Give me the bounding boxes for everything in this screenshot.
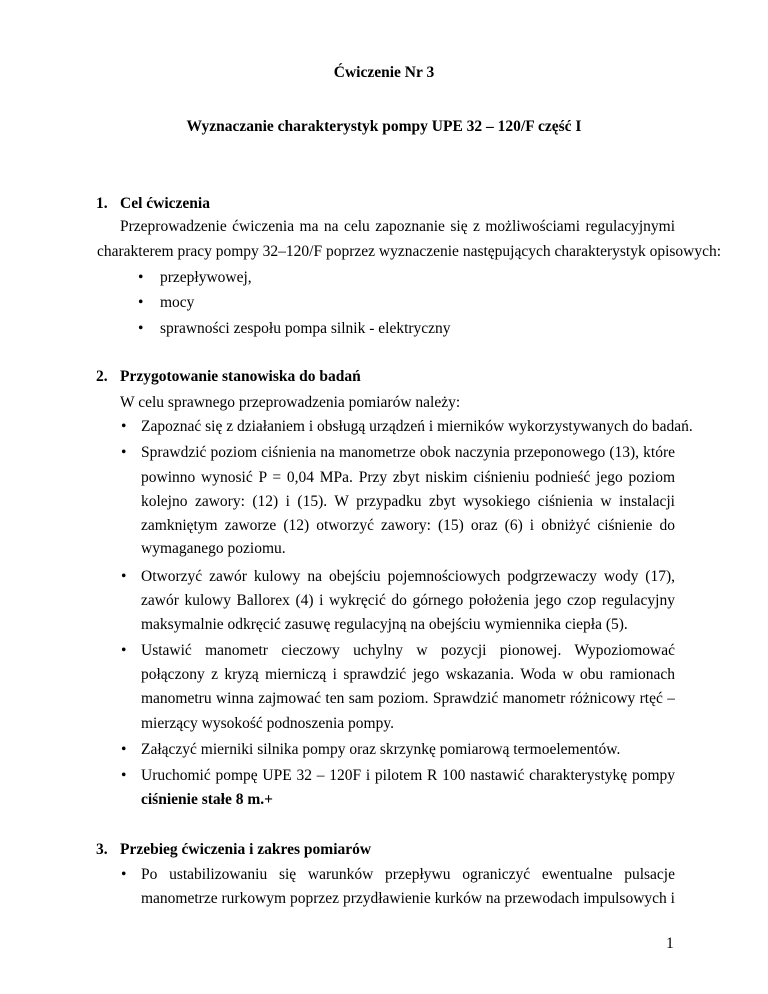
section-number: 1. — [96, 195, 108, 212]
list-item-line: sprawności zespołu pompa silnik - elektryczny — [160, 320, 451, 337]
list-item-line: Po ustabilizowaniu się warunków przepływu ograniczyć ewentualne pulsacje — [141, 866, 675, 883]
list-item-line: Sprawdzić poziom ciśnienia na manometrze obok naczynia przeponowego (13), które — [141, 444, 675, 461]
paragraph-line: W celu sprawnego przeprowadzenia pomiarów należy: — [120, 394, 461, 411]
bullet-icon: • — [121, 767, 127, 784]
list-item-line: zawór kulowy Ballorex (4) i wykręcić do górnego położenia jego czop regulacyjny — [141, 592, 675, 609]
bullet-icon: • — [121, 418, 127, 435]
bullet-icon: • — [138, 320, 144, 337]
bullet-icon: • — [121, 741, 127, 758]
section-number: 3. — [96, 841, 108, 858]
section-heading: Przygotowanie stanowiska do badań — [120, 368, 361, 385]
list-item-line: powinno wynosić P = 0,04 MPa. Przy zbyt niskim ciśnieniu podnieść jego poziom — [141, 469, 675, 486]
document-title: Ćwiczenie Nr 3 — [333, 64, 435, 81]
list-item-line: manometrze rurkowym poprzez przydławienie kurków na przewodach impulsowych i — [141, 890, 675, 907]
bullet-icon: • — [138, 294, 144, 311]
list-item-line: wymaganego poziomu. — [141, 540, 286, 557]
list-item-line: mocy — [160, 294, 195, 311]
document-subtitle: Wyznaczanie charakterystyk pompy UPE 32 – 120/F część I — [186, 118, 582, 135]
section-heading: Przebieg ćwiczenia i zakres pomiarów — [120, 841, 372, 858]
bullet-icon: • — [138, 269, 144, 286]
list-item-line: mierzący wysokość podnoszenia pompy. — [141, 715, 394, 732]
list-item-line: ciśnienie stałe 8 m.+ — [141, 791, 273, 808]
list-item-line: manometru winna zajmować ten sam poziom. Sprawdzić manometr różnicowy rtęć – — [141, 690, 675, 707]
bullet-icon: • — [121, 866, 127, 883]
section-heading: Cel ćwiczenia — [120, 195, 210, 212]
list-item-line: przepływowej, — [160, 269, 252, 286]
list-item-line: Zapoznać się z działaniem i obsługą urządzeń i mierników wykorzystywanych do badań. — [141, 418, 693, 435]
list-item-line: Otworzyć zawór kulowy na obejściu pojemnościowych podgrzewaczy wody (17), — [141, 568, 675, 585]
list-item-line: Ustawić manometr cieczowy uchylny w pozycji pionowej. Wypoziomować — [141, 642, 675, 659]
paragraph-line: Przeprowadzenie ćwiczenia ma na celu zapoznanie się z możliwościami regulacyjnymi — [120, 218, 675, 235]
bullet-icon: • — [121, 642, 127, 659]
bullet-icon: • — [121, 444, 127, 461]
list-item-line: Załączyć mierniki silnika pompy oraz skrzynkę pomiarową termoelementów. — [141, 741, 621, 758]
section-number: 2. — [96, 368, 108, 385]
list-item-line: zamkniętym zaworze (12) otworzyć zawory: (15) oraz (6) i obniżyć ciśnienie do — [141, 517, 675, 534]
page-number: 1 — [666, 935, 674, 952]
list-item-line: Uruchomić pompę UPE 32 – 120F i pilotem R 100 nastawić charakterystykę pompy — [141, 767, 675, 784]
list-item-line: maksymalnie odkręcić zasuwę regulacyjną na obejściu wymiennika ciepła (5). — [141, 616, 628, 633]
list-item-line: połączony z kryzą mierniczą i sprawdzić jego wskazania. Woda w obu ramionach — [141, 666, 675, 683]
list-item-line: kolejno zawory: (12) i (15). W przypadku zbyt wysokiego ciśnienia w instalacji — [141, 493, 675, 510]
bullet-icon: • — [121, 568, 127, 585]
paragraph-line: charakterem pracy pompy 32–120/F poprzez wyznaczenie następujących charakterystyk opisowych: — [97, 243, 722, 260]
